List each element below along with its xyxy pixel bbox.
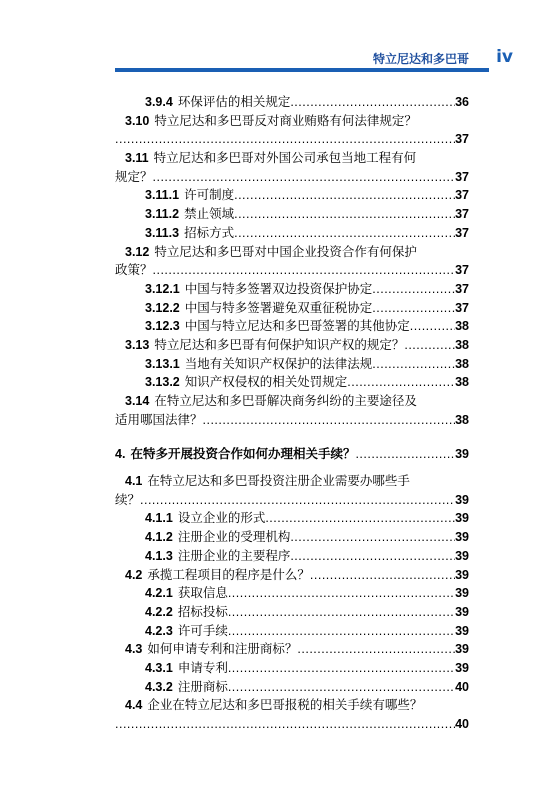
toc-entry-4-2-3[interactable] bbox=[115, 622, 469, 641]
dot-leader bbox=[290, 547, 455, 566]
toc-number: 3.12.3 bbox=[145, 319, 180, 334]
toc-entry-3-12-2[interactable] bbox=[115, 299, 469, 318]
toc-title: 当地有关知识产权保护的法律法规 bbox=[184, 355, 373, 371]
toc-page: 39 bbox=[455, 642, 469, 657]
toc-title: 承揽工程项目的程序是什么？ bbox=[147, 566, 310, 582]
toc-title-cont: 续？ bbox=[115, 491, 141, 507]
toc-entry-3-12-line2[interactable] bbox=[115, 261, 469, 280]
toc-chapter-4[interactable] bbox=[115, 445, 469, 464]
dot-leader bbox=[290, 93, 455, 112]
dot-leader bbox=[404, 336, 455, 355]
toc-page: 37 bbox=[455, 132, 469, 147]
toc-number: 4.2.2 bbox=[145, 604, 173, 619]
toc-title: 获取信息 bbox=[177, 585, 228, 601]
toc-page: 38 bbox=[455, 356, 469, 371]
dot-leader bbox=[355, 445, 455, 464]
dot-leader bbox=[153, 168, 456, 187]
toc-page: 39 bbox=[455, 623, 469, 638]
toc-title-cont: 规定？ bbox=[115, 168, 153, 184]
toc-title: 特立尼达和多巴哥对外国公司承包当地工程有何 bbox=[153, 150, 417, 166]
toc-entry-3-11-line2[interactable] bbox=[115, 168, 469, 187]
running-header-title: 特立尼达和多巴哥 bbox=[372, 52, 469, 66]
toc-number: 4.1.1 bbox=[145, 511, 173, 526]
toc-entry-4-4-line2[interactable] bbox=[115, 715, 469, 734]
toc-number: 3.12 bbox=[125, 244, 150, 259]
toc-title: 注册企业的主要程序 bbox=[177, 547, 291, 563]
toc-entry-4-3[interactable] bbox=[115, 640, 469, 659]
toc-entry-3-14-line1[interactable] bbox=[115, 392, 469, 411]
dot-leader bbox=[228, 622, 455, 641]
dot-leader bbox=[265, 509, 455, 528]
toc-title: 在特立尼达和多巴哥解决商务纠纷的主要途径及 bbox=[154, 393, 417, 408]
toc-number: 4.3.2 bbox=[145, 679, 173, 694]
toc-entry-4-1-1[interactable] bbox=[115, 509, 469, 528]
toc-number: 3.9.4 bbox=[145, 95, 173, 109]
toc-entry-3-11-1[interactable] bbox=[115, 186, 469, 205]
dot-leader bbox=[310, 566, 455, 585]
dot-leader bbox=[372, 355, 455, 374]
toc-page: 37 bbox=[455, 281, 469, 296]
toc-entry-3-9-4[interactable] bbox=[115, 93, 469, 112]
toc-page: 39 bbox=[455, 511, 469, 526]
dot-leader bbox=[234, 186, 455, 205]
toc-title: 特立尼达和多巴哥对中国企业投资合作有何保护 bbox=[154, 243, 417, 259]
dot-leader bbox=[347, 373, 455, 392]
toc-page: 36 bbox=[455, 95, 469, 109]
dot-leader bbox=[228, 603, 455, 622]
toc-number: 4.1 bbox=[125, 474, 143, 489]
toc-entry-4-3-2[interactable] bbox=[115, 678, 469, 697]
toc-title: 禁止领域 bbox=[184, 206, 235, 222]
toc-entry-3-14-line2[interactable] bbox=[115, 411, 469, 430]
toc-page: 39 bbox=[455, 604, 469, 619]
toc-number: 3.11 bbox=[125, 151, 149, 166]
toc-page: 38 bbox=[455, 412, 469, 427]
toc-number: 3.13 bbox=[125, 337, 150, 352]
toc-entry-3-10-line1[interactable] bbox=[115, 112, 469, 131]
toc-entry-4-1-line2[interactable] bbox=[115, 491, 469, 510]
dot-leader bbox=[203, 411, 456, 430]
toc-entry-4-2[interactable] bbox=[115, 566, 469, 585]
toc-entry-4-1-2[interactable] bbox=[115, 528, 469, 547]
toc-number: 3.11.3 bbox=[145, 225, 180, 240]
toc-page: 39 bbox=[455, 530, 469, 545]
toc-number: 3.11.2 bbox=[145, 207, 180, 222]
toc-entry-3-11-3[interactable] bbox=[115, 224, 469, 243]
toc-number: 4.3.1 bbox=[145, 660, 173, 675]
toc-entry-3-12-line1[interactable] bbox=[115, 243, 469, 262]
toc-title: 中国与特立尼达和多巴哥签署的其他协定 bbox=[184, 318, 410, 334]
toc-entry-4-1-line1[interactable] bbox=[115, 472, 469, 491]
dot-leader bbox=[372, 299, 455, 318]
toc-entry-4-2-2[interactable] bbox=[115, 603, 469, 622]
dot-leader bbox=[234, 224, 455, 243]
toc-title: 如何申请专利和注册商标？ bbox=[147, 641, 298, 657]
toc-title-cont: 适用哪国法律？ bbox=[115, 411, 203, 427]
toc-title: 企业在特立尼达和多巴哥报税的相关手续有哪些？ bbox=[147, 697, 423, 713]
dot-leader bbox=[115, 130, 455, 149]
toc-title: 特立尼达和多巴哥反对商业贿赂有何法律规定？ bbox=[154, 112, 417, 128]
toc-title: 招标方式 bbox=[184, 224, 235, 240]
toc-title: 中国与特多签署避免双重征税协定 bbox=[184, 299, 373, 315]
toc-number: 3.11.1 bbox=[145, 188, 180, 203]
toc-number: 4.4 bbox=[125, 698, 143, 713]
toc-entry-3-13[interactable] bbox=[115, 336, 469, 355]
toc-title: 知识产权侵权的相关处罚规定 bbox=[184, 374, 348, 390]
toc-title: 许可制度 bbox=[184, 187, 235, 203]
toc-page: 39 bbox=[455, 660, 469, 675]
toc-title: 招标投标 bbox=[177, 603, 228, 619]
toc-title: 中国与特多签署双边投资保护协定 bbox=[184, 280, 373, 296]
toc-page: 40 bbox=[455, 717, 469, 731]
toc-entry-3-13-2[interactable] bbox=[115, 373, 469, 392]
toc-page: 38 bbox=[455, 337, 469, 352]
dot-leader bbox=[234, 205, 455, 224]
toc-entry-3-10-line2[interactable] bbox=[115, 130, 469, 149]
page-number-roman: iv bbox=[496, 47, 513, 67]
toc-number: 4.2.3 bbox=[145, 623, 173, 638]
toc-title-cont: 政策？ bbox=[115, 262, 153, 278]
toc-page: 39 bbox=[455, 447, 469, 462]
toc-number: 3.14 bbox=[125, 394, 150, 408]
toc-entry-3-12-1[interactable] bbox=[115, 280, 469, 299]
dot-leader bbox=[140, 491, 455, 510]
toc-entry-3-13-1[interactable] bbox=[115, 355, 469, 374]
toc-number: 4.1.3 bbox=[145, 548, 173, 563]
toc-number: 4. bbox=[115, 447, 126, 462]
toc-title: 在特立尼达和多巴哥投资注册企业需要办哪些手 bbox=[147, 473, 410, 489]
toc-number: 3.13.1 bbox=[145, 356, 180, 371]
toc-title: 申请专利 bbox=[177, 659, 228, 675]
dot-leader bbox=[228, 584, 455, 603]
toc-page: 38 bbox=[455, 375, 469, 390]
dot-leader bbox=[372, 280, 455, 299]
toc-number: 3.13.2 bbox=[145, 375, 180, 390]
toc-number: 3.12.1 bbox=[145, 281, 180, 296]
toc-number: 4.2.1 bbox=[145, 586, 173, 601]
toc-number: 4.2 bbox=[125, 567, 143, 582]
dot-leader bbox=[153, 261, 456, 280]
toc-page: 37 bbox=[455, 300, 469, 315]
toc-entry-4-2-1[interactable] bbox=[115, 584, 469, 603]
dot-leader bbox=[410, 317, 455, 336]
toc-entry-3-11-line1[interactable] bbox=[115, 149, 469, 168]
toc-number: 3.12.2 bbox=[145, 300, 180, 315]
toc-number: 4.3 bbox=[125, 642, 143, 657]
dot-leader bbox=[228, 678, 455, 697]
toc-title: 特立尼达和多巴哥有何保护知识产权的规定？ bbox=[154, 336, 405, 352]
toc-page: 39 bbox=[455, 492, 469, 507]
toc-number: 3.10 bbox=[125, 113, 150, 128]
header-rule bbox=[115, 68, 489, 72]
toc-page: 37 bbox=[455, 188, 469, 203]
toc-entry-4-3-1[interactable] bbox=[115, 659, 469, 678]
toc-page: 39 bbox=[455, 586, 469, 601]
toc-entry-3-12-3[interactable] bbox=[115, 317, 469, 336]
toc-number: 4.1.2 bbox=[145, 530, 173, 545]
toc-title: 许可手续 bbox=[177, 622, 228, 638]
toc-page: 37 bbox=[455, 225, 469, 240]
toc-title: 环保评估的相关规定 bbox=[177, 94, 291, 109]
dot-leader bbox=[228, 659, 455, 678]
toc-page: 37 bbox=[455, 263, 469, 278]
toc-entry-4-1-3[interactable] bbox=[115, 547, 469, 566]
toc-entry-3-11-2[interactable] bbox=[115, 205, 469, 224]
table-of-contents bbox=[115, 93, 469, 734]
dot-leader bbox=[297, 640, 455, 659]
toc-title: 注册商标 bbox=[177, 678, 228, 694]
toc-title: 设立企业的形式 bbox=[177, 510, 266, 526]
dot-leader bbox=[115, 715, 455, 734]
toc-page: 38 bbox=[455, 319, 469, 334]
toc-page: 39 bbox=[455, 548, 469, 563]
toc-page: 37 bbox=[455, 207, 469, 222]
toc-page: 37 bbox=[455, 169, 469, 184]
toc-title: 在特多开展投资合作如何办理相关手续？ bbox=[130, 446, 356, 462]
dot-leader bbox=[290, 528, 455, 547]
toc-page: 40 bbox=[455, 679, 469, 694]
toc-entry-4-4-line1[interactable] bbox=[115, 696, 469, 715]
toc-page: 39 bbox=[455, 567, 469, 582]
toc-title: 注册企业的受理机构 bbox=[177, 529, 291, 545]
